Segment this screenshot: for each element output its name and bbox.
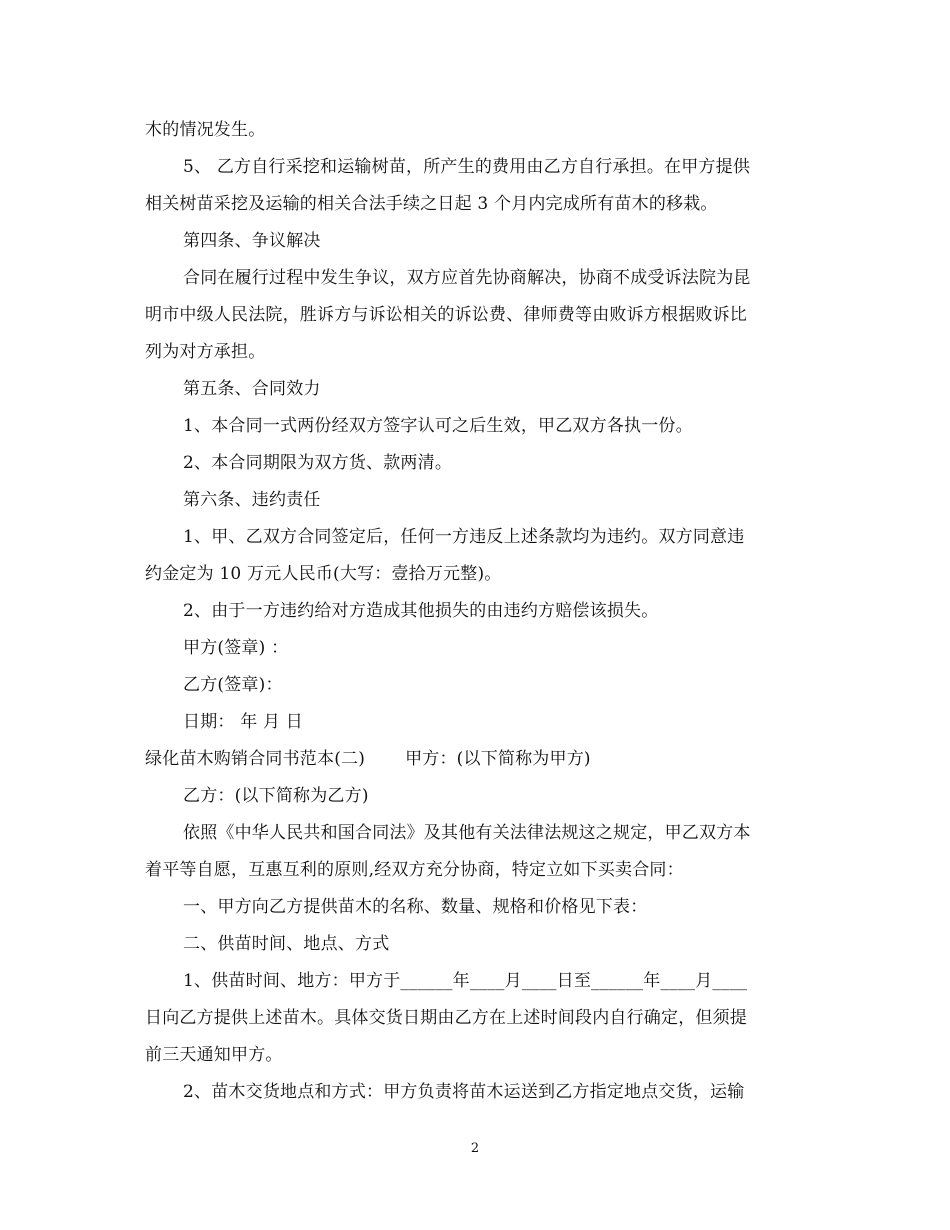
section-heading: 二、供苗时间、地点、方式 — [183, 934, 390, 954]
body-line: 乙方：(以下简称为乙方) — [183, 786, 369, 806]
section-heading: 第四条、争议解决 — [183, 231, 321, 251]
body-line: 1、供苗时间、地方：甲方于______年____月____日至______年____月____ — [183, 971, 748, 991]
body-line: 明市中级人民法院，胜诉方与诉讼相关的诉讼费、律师费等由败诉方根据败诉比 — [145, 305, 747, 325]
body-line: 2、由于一方违约给对方造成其他损失的由违约方赔偿该损失。 — [183, 601, 659, 621]
body-line: 前三天通知甲方。 — [145, 1045, 283, 1065]
signature-line-party-a: 甲方(签章) ： — [183, 638, 289, 658]
body-line: 5、 乙方自行采挖和运输树苗，所产生的费用由乙方自行承担。在甲方提供 — [183, 157, 751, 177]
section-heading: 第六条、违约责任 — [183, 490, 321, 510]
date-line: 日期： 年 月 日 — [183, 712, 304, 732]
body-line: 相关树苗采挖及运输的相关合法手续之日起 3 个月内完成所有苗木的移栽。 — [145, 194, 718, 214]
signature-line-party-b: 乙方(签章)： — [183, 675, 283, 695]
body-line: 一、甲方向乙方提供苗木的名称、数量、规格和价格见下表： — [183, 897, 648, 917]
page-number: 2 — [470, 1141, 480, 1156]
section-heading: 第五条、合同效力 — [183, 379, 321, 399]
body-line: 着平等自愿，互惠互利的原则,经双方充分协商，特定立如下买卖合同： — [145, 860, 684, 880]
body-line: 列为对方承担。 — [145, 342, 266, 362]
body-line: 日向乙方提供上述苗木。具体交货日期由乙方在上述时间段内自行确定，但须提 — [145, 1008, 747, 1028]
body-line: 2、苗木交货地点和方式：甲方负责将苗木运送到乙方指定地点交货，运输 — [183, 1082, 745, 1102]
contract-title-line: 绿化苗木购销合同书范本(二) 甲方：(以下简称为甲方) — [145, 749, 591, 769]
body-line: 木的情况发生。 — [145, 120, 266, 140]
body-line: 合同在履行过程中发生争议，双方应首先协商解决，协商不成受诉法院为昆 — [183, 268, 751, 288]
body-line: 1、本合同一式两份经双方签字认可之后生效，甲乙双方各执一份。 — [183, 416, 693, 436]
body-line: 2、本合同期限为双方货、款两清。 — [183, 453, 453, 473]
body-line: 约金定为 10 万元人民币(大写：壹拾万元整)。 — [145, 564, 502, 584]
body-line: 依照《中华人民共和国合同法》及其他有关法律法规这之规定，甲乙双方本 — [183, 823, 751, 843]
body-line: 1、甲、乙双方合同签定后，任何一方违反上述条款均为违约。双方同意违 — [183, 527, 745, 547]
